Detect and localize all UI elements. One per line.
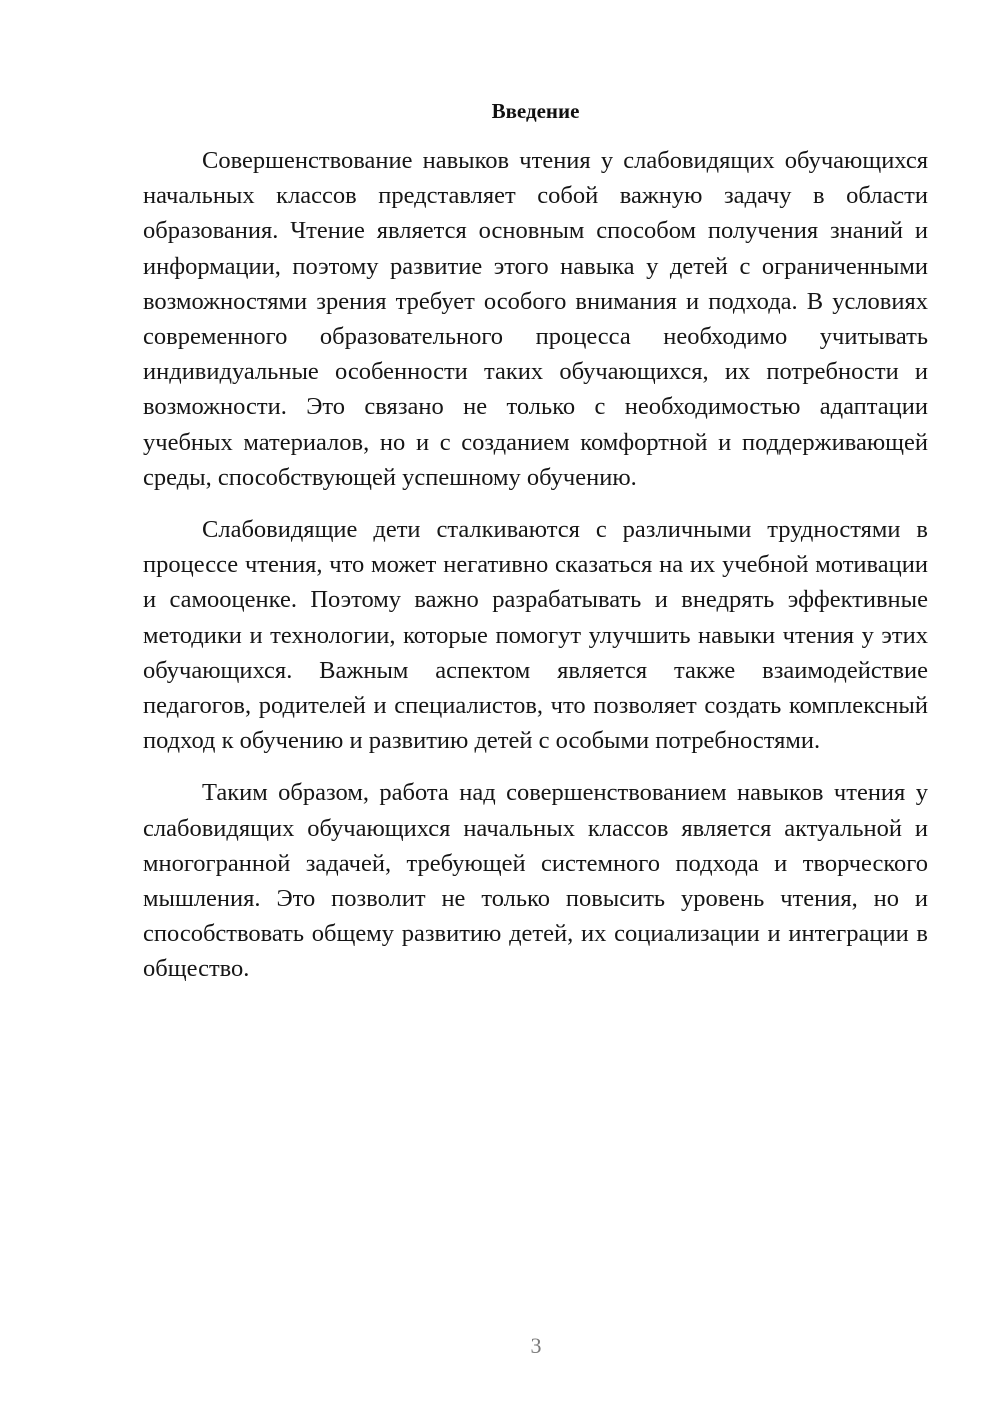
paragraph-3: Таким образом, работа над совершенствованием навыков чтения у слабовидящих обучающихся начальных классов является актуальной и многогранной задачей, требующей системного подхода и творческого мышления. Это позволит не только повысить уровень чтения, но и способствовать общему развитию детей, их социализации и интеграции в общество. xyxy=(143,779,928,983)
paragraph-1: Совершенствование навыков чтения у слабовидящих обучающихся начальных классов представляет собой важную задачу в области образования. Чтение является основным способом получения знаний и информации, поэтому развитие этого навыка у детей с ограниченными возможностями зрения требует особого внимания и подхода. В условиях современного образовательного процесса необходимо учитывать индивидуальные особенности таких обучающихся, их потребности и возможности. Это связано не только с необходимостью адаптации учебных материалов, но и с созданием комфортной и поддерживающей среды, способствующей успешному обучению. xyxy=(143,147,928,491)
page-number: 3 xyxy=(530,1333,542,1358)
document-body xyxy=(143,143,928,1004)
section-heading: Введение xyxy=(491,99,580,123)
paragraph-2: Слабовидящие дети сталкиваются с различными трудностями в процессе чтения, что может негативно сказаться на их учебной мотивации и самооценке. Поэтому важно разрабатывать и внедрять эффективные методики и технологии, которые помогут улучшить навыки чтения у этих обучающихся. Важным аспектом является также взаимодействие педагогов, родителей и специалистов, что позволяет создать комплексный подход к обучению и развитию детей с особыми потребностями. xyxy=(143,516,928,755)
